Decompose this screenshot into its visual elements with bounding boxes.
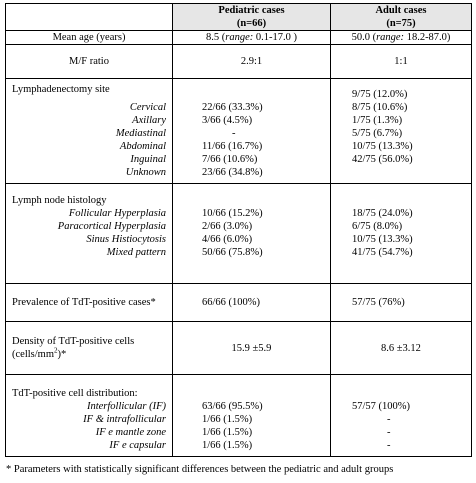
histology-paracortical-adult: 6/75 (8.0%)	[352, 221, 403, 232]
mean-age-pediatric: 8.5 (range: 0.1-17.0 )	[173, 31, 331, 45]
header-row	[6, 4, 472, 31]
table-footnote: * Parameters with statistically significant differences between the pediatric and adult groups	[6, 464, 394, 475]
lymphadenectomy-adult	[331, 79, 472, 184]
site-axillary-adult: 8/75 (10.6%)	[352, 102, 408, 113]
mf-ratio-label: M/F ratio	[6, 45, 173, 79]
site-axillary-label: Axillary	[132, 115, 166, 126]
distribution-mantle-adult: -	[387, 427, 391, 438]
header-adult	[331, 4, 472, 31]
histology-paracortical-pediatric: 2/66 (3.0%)	[202, 221, 253, 232]
distribution-intrafollicular-label: IF & intrafollicular	[83, 414, 166, 425]
distribution-pediatric	[173, 375, 331, 457]
site-inguinal-pediatric: 7/66 (10.6%)	[202, 154, 258, 165]
site-abdominal-label: Abdominal	[119, 141, 166, 152]
site-abdominal-pediatric: 11/66 (16.7%)	[202, 141, 263, 152]
site-unknown-pediatric: 23/66 (34.8%)	[202, 167, 263, 178]
site-inguinal-label: Inguinal	[130, 154, 166, 165]
site-mediastinal-adult: 1/75 (1.3%)	[352, 115, 403, 126]
histology-sinus-adult: 10/75 (13.3%)	[352, 234, 413, 245]
site-abdominal-adult: 5/75 (6.7%)	[352, 128, 403, 139]
density-row	[6, 322, 472, 375]
site-inguinal-adult: 10/75 (13.3%)	[352, 141, 413, 152]
site-mediastinal-label: Mediastinal	[115, 128, 166, 139]
histology-pediatric	[173, 184, 331, 284]
histology-mixed-adult: 41/75 (54.7%)	[352, 247, 413, 258]
distribution-title: TdT-positive cell distribution:	[12, 388, 138, 399]
site-unknown-label: Unknown	[125, 167, 166, 178]
header-adult-title: Adult cases	[375, 5, 427, 16]
prevalence-adult: 57/75 (76%)	[331, 284, 472, 322]
distribution-mantle-label: IF e mantle zone	[95, 427, 166, 438]
site-cervical-adult: 9/75 (12.0%)	[352, 89, 408, 100]
distribution-interfollicular-pediatric: 63/66 (95.5%)	[202, 401, 263, 412]
histology-title: Lymph node histology	[12, 195, 107, 206]
site-cervical-label: Cervical	[129, 102, 166, 113]
histology-follicular-pediatric: 10/66 (15.2%)	[202, 208, 263, 219]
site-cervical-pediatric: 22/66 (33.3%)	[202, 102, 263, 113]
histology-row	[6, 184, 472, 284]
histology-mixed-pediatric: 50/66 (75.8%)	[202, 247, 263, 258]
distribution-capsular-pediatric: 1/66 (1.5%)	[202, 440, 253, 451]
distribution-capsular-adult: -	[387, 440, 391, 451]
lymphadenectomy-pediatric	[173, 79, 331, 184]
density-adult: 8.6 ±3.12	[331, 322, 472, 375]
comparison-table	[5, 3, 472, 457]
histology-follicular-label: Follicular Hyperplasia	[68, 208, 166, 219]
density-label: Density of TdT-positive cells $(cells/mm^2)*$	[6, 322, 173, 375]
histology-mixed-label: Mixed pattern	[106, 247, 166, 258]
header-pediatric	[173, 4, 331, 31]
histology-paracortical-label: Paracortical Hyperplasia	[57, 221, 166, 232]
histology-follicular-adult: 18/75 (24.0%)	[352, 208, 413, 219]
lymphadenectomy-row	[6, 79, 472, 184]
distribution-capsular-label: IF e capsular	[109, 440, 166, 451]
density-pediatric: 15.9 ±5.9	[173, 322, 331, 375]
distribution-labels	[6, 375, 173, 457]
prevalence-pediatric: 66/66 (100%)	[173, 284, 331, 322]
data-table-container	[5, 3, 471, 457]
mean-age-row	[6, 31, 472, 45]
histology-sinus-pediatric: 4/66 (6.0%)	[202, 234, 253, 245]
lymphadenectomy-title: Lymphadenectomy site	[12, 84, 110, 95]
mf-ratio-row	[6, 45, 472, 79]
mean-age-adult: 50.0 (range: 18.2-87.0)	[331, 31, 472, 45]
site-mediastinal-pediatric: -	[232, 128, 236, 139]
site-unknown-adult: 42/75 (56.0%)	[352, 154, 413, 165]
header-adult-n: (n=75)	[386, 18, 416, 29]
header-pediatric-title: Pediatric cases	[218, 5, 285, 16]
site-axillary-pediatric: 3/66 (4.5%)	[202, 115, 253, 126]
distribution-adult	[331, 375, 472, 457]
prevalence-label: Prevalence of TdT-positive cases*	[6, 284, 173, 322]
header-empty-cell	[6, 4, 173, 31]
mf-ratio-adult: 1:1	[331, 45, 472, 79]
prevalence-row	[6, 284, 472, 322]
distribution-row	[6, 375, 472, 457]
mean-age-label: Mean age (years)	[6, 31, 173, 45]
distribution-intrafollicular-pediatric: 1/66 (1.5%)	[202, 414, 253, 425]
header-pediatric-n: (n=66)	[236, 18, 267, 29]
distribution-interfollicular-label: Interfollicular (IF)	[86, 401, 166, 412]
histology-adult	[331, 184, 472, 284]
distribution-mantle-pediatric: 1/66 (1.5%)	[202, 427, 253, 438]
histology-labels	[6, 184, 173, 284]
lymphadenectomy-labels	[6, 79, 173, 184]
distribution-interfollicular-adult: 57/57 (100%)	[352, 401, 411, 412]
histology-sinus-label: Sinus Histiocytosis	[86, 234, 166, 245]
distribution-intrafollicular-adult: -	[387, 414, 391, 425]
mf-ratio-pediatric: 2.9:1	[173, 45, 331, 79]
